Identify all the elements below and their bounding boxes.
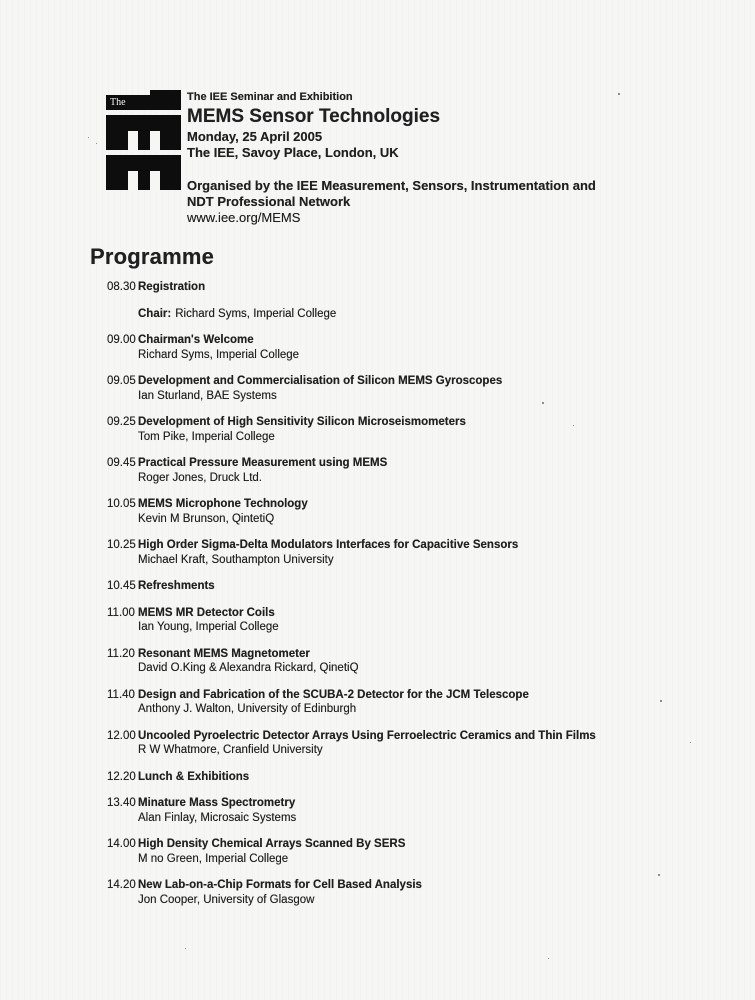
event-title: MEMS Sensor Technologies — [187, 106, 441, 127]
programme-row — [107, 538, 695, 567]
session-speaker: Richard Syms, Imperial College — [138, 348, 300, 361]
programme-row — [107, 333, 695, 362]
chair-name: Richard Syms, Imperial College — [175, 307, 337, 320]
programme-row — [107, 579, 695, 594]
scan-speckle — [658, 874, 660, 876]
scan-speckle — [185, 948, 186, 949]
session-speaker: Tom Pike, Imperial College — [138, 430, 275, 443]
session-title: High Density Chemical Arrays Scanned By SERS — [138, 838, 406, 850]
organiser-text — [187, 178, 596, 210]
session-title: Development and Commercialisation of Silicon MEMS Gyroscopes — [138, 375, 503, 387]
session-time: 10.25 — [107, 539, 136, 551]
session-time: 09.00 — [107, 334, 136, 346]
iee-logo-e-glyph — [106, 115, 181, 150]
session-time: 14.00 — [107, 838, 136, 850]
session-time: 08.30 — [107, 281, 136, 293]
session-speaker: M no Green, Imperial College — [138, 852, 289, 865]
session-title: Refreshments — [138, 580, 215, 592]
scan-speckle — [660, 700, 662, 702]
session-speaker: Jon Cooper, University of Glasgow — [138, 893, 315, 906]
session-title: Minature Mass Spectrometry — [138, 797, 296, 809]
session-time: 09.45 — [107, 457, 136, 469]
session-title: Design and Fabrication of the SCUBA-2 Detector for the JCM Telescope — [138, 688, 529, 701]
session-title: Lunch & Exhibitions — [138, 770, 250, 783]
session-time: 10.05 — [107, 498, 136, 510]
session-speaker: Kevin M Brunson, QintetiQ — [138, 512, 275, 525]
session-time: 12.20 — [107, 770, 136, 783]
session-time: 09.05 — [107, 375, 136, 387]
session-speaker: Michael Kraft, Southampton University — [138, 553, 334, 566]
programme-row — [107, 647, 695, 676]
programme-row — [107, 770, 695, 785]
programme-row — [107, 415, 695, 444]
session-title: MEMS Microphone Technology — [138, 498, 308, 510]
session-speaker: Anthony J. Walton, University of Edinburgh — [138, 703, 357, 715]
scan-speckle — [690, 742, 691, 743]
session-title: Practical Pressure Measurement using MEMS — [138, 457, 388, 469]
iee-logo — [106, 90, 181, 190]
header-text-block — [187, 90, 596, 226]
programme-row — [107, 280, 695, 295]
event-series: The IEE Seminar and Exhibition — [187, 91, 353, 103]
programme-row — [107, 878, 695, 907]
event-date: Monday, 25 April 2005 — [187, 129, 323, 144]
session-time: 09.25 — [107, 416, 136, 428]
session-speaker: Ian Young, Imperial College — [138, 621, 279, 633]
session-speaker: R W Whatmore, Cranfield University — [138, 744, 323, 756]
document-header — [0, 0, 755, 226]
session-time: 10.45 — [107, 580, 136, 592]
programme-row — [107, 606, 695, 635]
scan-speckle — [96, 143, 97, 144]
programme-row — [107, 688, 695, 717]
session-speaker: David O.King & Alexandra Rickard, QinetiQ — [138, 662, 359, 674]
programme-row — [107, 837, 695, 866]
iee-logo-bar — [106, 95, 181, 110]
chair-row — [107, 307, 695, 322]
programme-row — [107, 374, 695, 403]
session-title: Development of High Sensitivity Silicon Microseismometers — [138, 416, 466, 428]
session-time: 11.20 — [107, 647, 135, 660]
scan-speckle — [618, 93, 620, 95]
session-title: MEMS MR Detector Coils — [138, 606, 275, 619]
scan-speckle — [542, 402, 544, 404]
iee-logo-the-label: The — [110, 97, 126, 108]
session-time: 12.00 — [107, 729, 136, 742]
programme-row — [107, 796, 695, 825]
session-time: 14.20 — [107, 879, 136, 891]
programme-row — [107, 456, 695, 485]
programme-list — [107, 280, 695, 907]
event-url: www.iee.org/MEMS — [187, 210, 301, 225]
organiser-line-1: Organised by the IEE Measurement, Sensors, Instrumentation and — [187, 178, 596, 193]
session-title: High Order Sigma-Delta Modulators Interfaces for Capacitive Sensors — [138, 539, 519, 551]
session-speaker: Alan Finlay, Microsaic Systems — [138, 811, 297, 824]
time-spacer — [107, 307, 138, 322]
scan-speckle — [573, 425, 574, 426]
organiser-line-2: NDT Professional Network — [187, 194, 351, 209]
programme-row — [107, 729, 695, 758]
session-time: 11.40 — [107, 688, 135, 701]
session-title: Resonant MEMS Magnetometer — [138, 647, 310, 660]
iee-logo-e-glyph — [106, 155, 181, 190]
session-title: Chairman's Welcome — [138, 334, 254, 346]
programme-heading: Programme — [90, 244, 215, 269]
session-title: Registration — [138, 281, 206, 293]
session-time: 13.40 — [107, 797, 136, 809]
session-speaker: Roger Jones, Druck Ltd. — [138, 471, 263, 484]
scan-speckle — [548, 958, 549, 959]
event-venue: The IEE, Savoy Place, London, UK — [187, 145, 399, 160]
session-speaker: Ian Sturland, BAE Systems — [138, 389, 277, 402]
scan-speckle — [88, 137, 89, 138]
session-title: New Lab-on-a-Chip Formats for Cell Based Analysis — [138, 879, 422, 891]
session-title: Uncooled Pyroelectric Detector Arrays Using Ferroelectric Ceramics and Thin Films — [138, 729, 596, 742]
session-time: 11.00 — [107, 606, 135, 619]
programme-row — [107, 497, 695, 526]
chair-label: Chair: — [138, 307, 172, 320]
